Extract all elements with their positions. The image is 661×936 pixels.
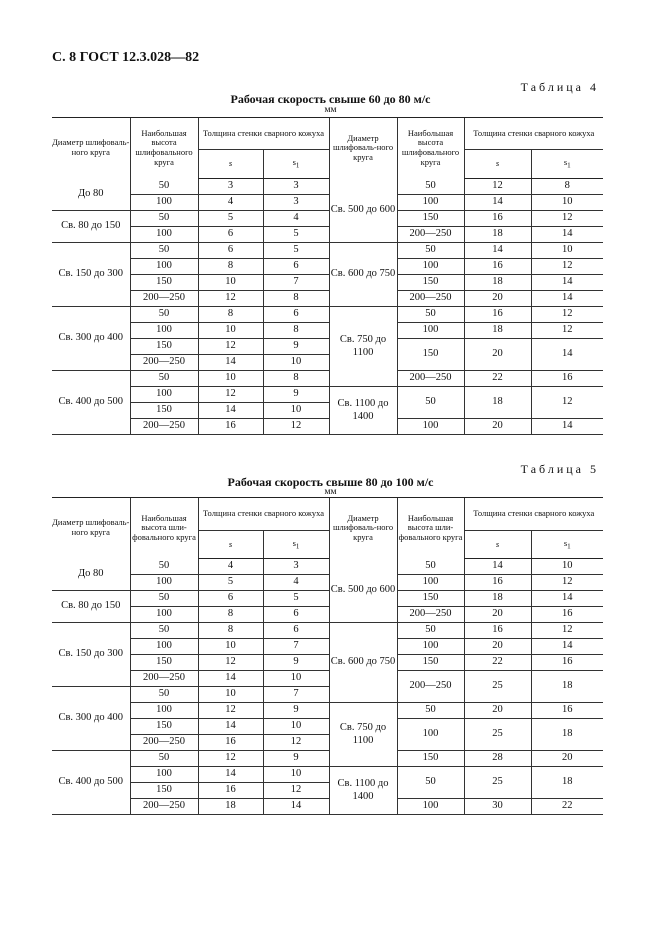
s-cell-right: 20 bbox=[464, 291, 531, 307]
height-cell-right: 200—250 bbox=[397, 671, 464, 703]
s1-cell: 10 bbox=[263, 671, 329, 687]
s1-cell: 6 bbox=[263, 307, 329, 323]
table-5-units: мм bbox=[324, 487, 337, 497]
s-cell: 6 bbox=[198, 243, 263, 259]
table-4-units: мм bbox=[324, 105, 337, 115]
table-row bbox=[52, 195, 603, 211]
s-cell-right: 20 bbox=[464, 419, 531, 435]
height-cell: 200—250 bbox=[130, 799, 198, 815]
s-cell-right: 18 bbox=[464, 227, 531, 243]
table-row bbox=[52, 751, 603, 767]
height-cell-right: 150 bbox=[397, 751, 464, 767]
height-cell-right: 150 bbox=[397, 591, 464, 607]
header-s: s bbox=[198, 150, 263, 179]
s1-base: s bbox=[563, 537, 568, 548]
height-cell: 50 bbox=[130, 307, 198, 323]
s1-cell-right: 16 bbox=[531, 655, 603, 671]
height-cell-right: 100 bbox=[397, 719, 464, 751]
table-row bbox=[52, 559, 603, 575]
s1-cell-right: 10 bbox=[531, 195, 603, 211]
s-cell: 14 bbox=[198, 671, 263, 687]
height-cell-right: 100 bbox=[397, 799, 464, 815]
height-cell: 200—250 bbox=[130, 671, 198, 687]
s1-cell-right: 12 bbox=[531, 307, 603, 323]
height-cell-right: 200—250 bbox=[397, 371, 464, 387]
s1-base: s bbox=[563, 157, 568, 168]
header-thickness-right: Толщина стенки сварного кожуха bbox=[464, 118, 603, 150]
table-5-body bbox=[52, 559, 603, 815]
s-cell: 12 bbox=[198, 387, 263, 403]
table-5-title: Рабочая скорость свыше 80 до 100 м/с bbox=[227, 475, 434, 489]
diameter-cell: Св. 150 до 300 bbox=[52, 243, 130, 307]
s1-cell: 12 bbox=[263, 783, 329, 799]
table-row bbox=[52, 703, 603, 719]
header-height-right: Наибольшая высота шлифовального круга bbox=[397, 118, 464, 179]
s1-sub: 1 bbox=[295, 542, 300, 551]
s-cell: 12 bbox=[198, 655, 263, 671]
height-cell-right: 50 bbox=[397, 179, 464, 195]
height-cell: 100 bbox=[130, 323, 198, 339]
table-row bbox=[52, 291, 603, 307]
s-cell: 8 bbox=[198, 623, 263, 639]
s1-cell: 3 bbox=[263, 559, 329, 575]
page-header: С. 8 ГОСТ 12.3.028—82 bbox=[52, 50, 200, 65]
height-cell-right: 200—250 bbox=[397, 227, 464, 243]
header-s1 bbox=[263, 531, 329, 559]
s1-cell: 9 bbox=[263, 339, 329, 355]
height-cell: 100 bbox=[130, 703, 198, 719]
table-row bbox=[52, 767, 603, 783]
s-cell: 5 bbox=[198, 211, 263, 227]
table-row bbox=[52, 799, 603, 815]
height-cell: 50 bbox=[130, 623, 198, 639]
diameter-cell: Св. 400 до 500 bbox=[52, 371, 130, 435]
height-cell: 200—250 bbox=[130, 355, 198, 371]
diameter-cell: До 80 bbox=[52, 559, 130, 591]
s-cell: 10 bbox=[198, 687, 263, 703]
header-thickness: Толщина стенки сварного кожуха bbox=[198, 498, 329, 531]
table-row bbox=[52, 339, 603, 355]
s1-cell: 8 bbox=[263, 291, 329, 307]
s-cell: 16 bbox=[198, 735, 263, 751]
s1-cell-right: 12 bbox=[531, 259, 603, 275]
s1-cell: 10 bbox=[263, 355, 329, 371]
s1-cell: 10 bbox=[263, 767, 329, 783]
height-cell: 150 bbox=[130, 783, 198, 799]
diameter-cell: Св. 400 до 500 bbox=[52, 751, 130, 815]
s-cell: 12 bbox=[198, 339, 263, 355]
s-cell: 14 bbox=[198, 719, 263, 735]
height-cell-right: 100 bbox=[397, 639, 464, 655]
s-cell: 8 bbox=[198, 259, 263, 275]
s-cell-right: 20 bbox=[464, 339, 531, 371]
table-row bbox=[52, 575, 603, 591]
s1-cell: 9 bbox=[263, 655, 329, 671]
s1-cell-right: 18 bbox=[531, 719, 603, 751]
header-s1 bbox=[263, 150, 329, 179]
height-cell-right: 100 bbox=[397, 575, 464, 591]
s-cell: 3 bbox=[198, 179, 263, 195]
s1-cell: 4 bbox=[263, 211, 329, 227]
s-cell-right: 25 bbox=[464, 671, 531, 703]
s1-cell: 5 bbox=[263, 227, 329, 243]
s-cell-right: 30 bbox=[464, 799, 531, 815]
table-row bbox=[52, 259, 603, 275]
height-cell-right: 150 bbox=[397, 275, 464, 291]
s-cell: 12 bbox=[198, 751, 263, 767]
diameter-cell: Св. 150 до 300 bbox=[52, 623, 130, 687]
height-cell-right: 200—250 bbox=[397, 291, 464, 307]
s-cell-right: 16 bbox=[464, 575, 531, 591]
height-cell: 100 bbox=[130, 607, 198, 623]
s-cell-right: 12 bbox=[464, 179, 531, 195]
s-cell: 10 bbox=[198, 323, 263, 339]
header-diameter-right: Диаметр шлифоваль-ного круга bbox=[329, 118, 397, 179]
height-cell-right: 100 bbox=[397, 323, 464, 339]
s-cell: 18 bbox=[198, 799, 263, 815]
height-cell: 150 bbox=[130, 403, 198, 419]
s1-cell: 5 bbox=[263, 243, 329, 259]
s-cell: 14 bbox=[198, 767, 263, 783]
s1-cell-right: 14 bbox=[531, 639, 603, 655]
s-cell-right: 20 bbox=[464, 703, 531, 719]
s1-cell-right: 14 bbox=[531, 275, 603, 291]
s1-cell-right: 12 bbox=[531, 323, 603, 339]
s-cell: 4 bbox=[198, 195, 263, 211]
s1-sub: 1 bbox=[295, 161, 300, 170]
s-cell: 10 bbox=[198, 639, 263, 655]
table-row bbox=[52, 387, 603, 403]
table-row bbox=[52, 227, 603, 243]
height-cell-right: 50 bbox=[397, 307, 464, 323]
s-cell: 16 bbox=[198, 419, 263, 435]
height-cell: 50 bbox=[130, 211, 198, 227]
s-cell: 8 bbox=[198, 607, 263, 623]
height-cell: 50 bbox=[130, 687, 198, 703]
s-cell-right: 18 bbox=[464, 323, 531, 339]
s-cell-right: 20 bbox=[464, 639, 531, 655]
height-cell: 50 bbox=[130, 559, 198, 575]
diameter-cell-right: Св. 600 до 750 bbox=[329, 623, 397, 703]
height-cell: 100 bbox=[130, 767, 198, 783]
s1-cell: 14 bbox=[263, 799, 329, 815]
header-height: Наибольшая высота шли-фовального круга bbox=[130, 498, 198, 559]
diameter-cell-right: Св. 500 до 600 bbox=[329, 179, 397, 243]
table-row bbox=[52, 671, 603, 687]
s1-cell: 3 bbox=[263, 179, 329, 195]
s1-cell: 4 bbox=[263, 575, 329, 591]
s1-cell-right: 14 bbox=[531, 291, 603, 307]
height-cell-right: 50 bbox=[397, 243, 464, 259]
height-cell: 100 bbox=[130, 195, 198, 211]
s1-cell-right: 14 bbox=[531, 419, 603, 435]
s1-cell: 6 bbox=[263, 607, 329, 623]
header-s: s bbox=[198, 531, 263, 559]
s1-cell-right: 20 bbox=[531, 751, 603, 767]
table-row bbox=[52, 211, 603, 227]
diameter-cell: Св. 300 до 400 bbox=[52, 307, 130, 371]
s-cell-right: 18 bbox=[464, 387, 531, 419]
s-cell: 6 bbox=[198, 227, 263, 243]
s1-cell-right: 22 bbox=[531, 799, 603, 815]
s-cell-right: 16 bbox=[464, 259, 531, 275]
s1-cell: 3 bbox=[263, 195, 329, 211]
table-row bbox=[52, 719, 603, 735]
header-height: Наибольшая высота шлифовального круга bbox=[130, 118, 198, 179]
diameter-cell: Св. 300 до 400 bbox=[52, 687, 130, 751]
table-4-body bbox=[52, 179, 603, 435]
s1-cell: 9 bbox=[263, 751, 329, 767]
table-4 bbox=[52, 117, 603, 435]
s1-cell: 12 bbox=[263, 735, 329, 751]
height-cell: 50 bbox=[130, 243, 198, 259]
s1-cell: 5 bbox=[263, 591, 329, 607]
s-cell-right: 16 bbox=[464, 307, 531, 323]
height-cell-right: 100 bbox=[397, 195, 464, 211]
header-s1-right bbox=[531, 150, 603, 179]
s1-cell: 7 bbox=[263, 639, 329, 655]
s1-cell-right: 18 bbox=[531, 767, 603, 799]
s1-sub: 1 bbox=[567, 542, 571, 551]
s-cell-right: 14 bbox=[464, 195, 531, 211]
s-cell-right: 22 bbox=[464, 371, 531, 387]
height-cell-right: 50 bbox=[397, 767, 464, 799]
height-cell: 50 bbox=[130, 751, 198, 767]
s1-cell: 10 bbox=[263, 719, 329, 735]
table-5-label: Таблица 5 bbox=[520, 462, 599, 476]
header-diameter: Диаметр шлифоваль-ного круга bbox=[52, 118, 130, 179]
diameter-cell-right: Св. 750 до 1100 bbox=[329, 703, 397, 767]
s1-cell: 9 bbox=[263, 703, 329, 719]
diameter-cell-right: Св. 1100 до 1400 bbox=[329, 767, 397, 815]
s-cell: 16 bbox=[198, 783, 263, 799]
height-cell-right: 200—250 bbox=[397, 607, 464, 623]
s1-cell-right: 18 bbox=[531, 671, 603, 703]
height-cell-right: 50 bbox=[397, 559, 464, 575]
s1-sub: 1 bbox=[567, 161, 571, 170]
table-row bbox=[52, 307, 603, 323]
s-cell-right: 16 bbox=[464, 623, 531, 639]
height-cell-right: 100 bbox=[397, 259, 464, 275]
table-row bbox=[52, 371, 603, 387]
s1-cell: 8 bbox=[263, 323, 329, 339]
header-diameter-right: Диаметр шлифоваль-ного круга bbox=[329, 498, 397, 559]
s1-cell: 6 bbox=[263, 259, 329, 275]
header-height-right: Наибольшая высота шли-фовального круга bbox=[397, 498, 464, 559]
height-cell: 200—250 bbox=[130, 291, 198, 307]
s-cell: 8 bbox=[198, 307, 263, 323]
s-cell-right: 20 bbox=[464, 607, 531, 623]
table-row bbox=[52, 623, 603, 639]
height-cell: 100 bbox=[130, 387, 198, 403]
header-s-right: s bbox=[464, 150, 531, 179]
header-s1-right bbox=[531, 531, 603, 559]
s1-cell-right: 12 bbox=[531, 575, 603, 591]
height-cell-right: 150 bbox=[397, 655, 464, 671]
table-row bbox=[52, 591, 603, 607]
height-cell: 200—250 bbox=[130, 735, 198, 751]
diameter-cell: Св. 80 до 150 bbox=[52, 591, 130, 623]
s1-cell: 12 bbox=[263, 419, 329, 435]
s-cell-right: 25 bbox=[464, 719, 531, 751]
s1-cell-right: 8 bbox=[531, 179, 603, 195]
header-diameter: Диаметр шлифоваль-ного круга bbox=[52, 498, 130, 559]
s1-cell-right: 14 bbox=[531, 591, 603, 607]
table-row bbox=[52, 243, 603, 259]
diameter-cell-right: Св. 1100 до 1400 bbox=[329, 387, 397, 435]
height-cell: 50 bbox=[130, 371, 198, 387]
s1-cell-right: 16 bbox=[531, 607, 603, 623]
height-cell-right: 100 bbox=[397, 419, 464, 435]
table-row bbox=[52, 323, 603, 339]
s-cell-right: 16 bbox=[464, 211, 531, 227]
s1-cell: 6 bbox=[263, 623, 329, 639]
header-thickness: Толщина стенки сварного кожуха bbox=[198, 118, 329, 150]
s-cell-right: 14 bbox=[464, 243, 531, 259]
header-s-right: s bbox=[464, 531, 531, 559]
diameter-cell-right: Св. 500 до 600 bbox=[329, 559, 397, 623]
diameter-cell: Св. 80 до 150 bbox=[52, 211, 130, 243]
height-cell: 100 bbox=[130, 259, 198, 275]
height-cell: 100 bbox=[130, 227, 198, 243]
table-row bbox=[52, 639, 603, 655]
s1-cell-right: 10 bbox=[531, 559, 603, 575]
height-cell: 150 bbox=[130, 339, 198, 355]
s-cell-right: 25 bbox=[464, 767, 531, 799]
table-4-title: Рабочая скорость свыше 60 до 80 м/с bbox=[230, 92, 431, 106]
s-cell: 12 bbox=[198, 291, 263, 307]
s-cell-right: 28 bbox=[464, 751, 531, 767]
height-cell: 100 bbox=[130, 575, 198, 591]
s1-cell-right: 16 bbox=[531, 703, 603, 719]
header-thickness-right: Толщина стенки сварного кожуха bbox=[464, 498, 603, 531]
height-cell: 100 bbox=[130, 639, 198, 655]
s1-cell-right: 16 bbox=[531, 371, 603, 387]
s-cell-right: 22 bbox=[464, 655, 531, 671]
table-4-label: Таблица 4 bbox=[520, 80, 599, 94]
table-row bbox=[52, 419, 603, 435]
s1-cell-right: 10 bbox=[531, 243, 603, 259]
s-cell-right: 18 bbox=[464, 275, 531, 291]
diameter-cell-right: Св. 750 до 1100 bbox=[329, 307, 397, 387]
table-row bbox=[52, 179, 603, 195]
height-cell-right: 50 bbox=[397, 703, 464, 719]
s-cell: 4 bbox=[198, 559, 263, 575]
s-cell: 10 bbox=[198, 275, 263, 291]
height-cell: 150 bbox=[130, 719, 198, 735]
s1-base: s bbox=[292, 157, 296, 168]
s-cell: 5 bbox=[198, 575, 263, 591]
s1-cell-right: 14 bbox=[531, 227, 603, 243]
s1-cell: 10 bbox=[263, 403, 329, 419]
height-cell: 50 bbox=[130, 179, 198, 195]
height-cell: 50 bbox=[130, 591, 198, 607]
table-row bbox=[52, 655, 603, 671]
diameter-cell: До 80 bbox=[52, 179, 130, 211]
s1-cell: 9 bbox=[263, 387, 329, 403]
s-cell: 10 bbox=[198, 371, 263, 387]
height-cell-right: 50 bbox=[397, 387, 464, 419]
s1-cell: 7 bbox=[263, 275, 329, 291]
height-cell-right: 150 bbox=[397, 211, 464, 227]
s-cell: 6 bbox=[198, 591, 263, 607]
s-cell: 14 bbox=[198, 355, 263, 371]
s1-base: s bbox=[292, 537, 296, 548]
s1-cell-right: 12 bbox=[531, 623, 603, 639]
height-cell-right: 150 bbox=[397, 339, 464, 371]
s1-cell: 8 bbox=[263, 371, 329, 387]
table-5 bbox=[52, 497, 603, 815]
s-cell: 12 bbox=[198, 703, 263, 719]
diameter-cell-right: Св. 600 до 750 bbox=[329, 243, 397, 307]
s-cell-right: 14 bbox=[464, 559, 531, 575]
height-cell: 150 bbox=[130, 655, 198, 671]
s-cell-right: 18 bbox=[464, 591, 531, 607]
height-cell: 150 bbox=[130, 275, 198, 291]
height-cell-right: 50 bbox=[397, 623, 464, 639]
s1-cell: 7 bbox=[263, 687, 329, 703]
s1-cell-right: 14 bbox=[531, 339, 603, 371]
s-cell: 14 bbox=[198, 403, 263, 419]
height-cell: 200—250 bbox=[130, 419, 198, 435]
table-row bbox=[52, 607, 603, 623]
s1-cell-right: 12 bbox=[531, 387, 603, 419]
table-row bbox=[52, 275, 603, 291]
s1-cell-right: 12 bbox=[531, 211, 603, 227]
